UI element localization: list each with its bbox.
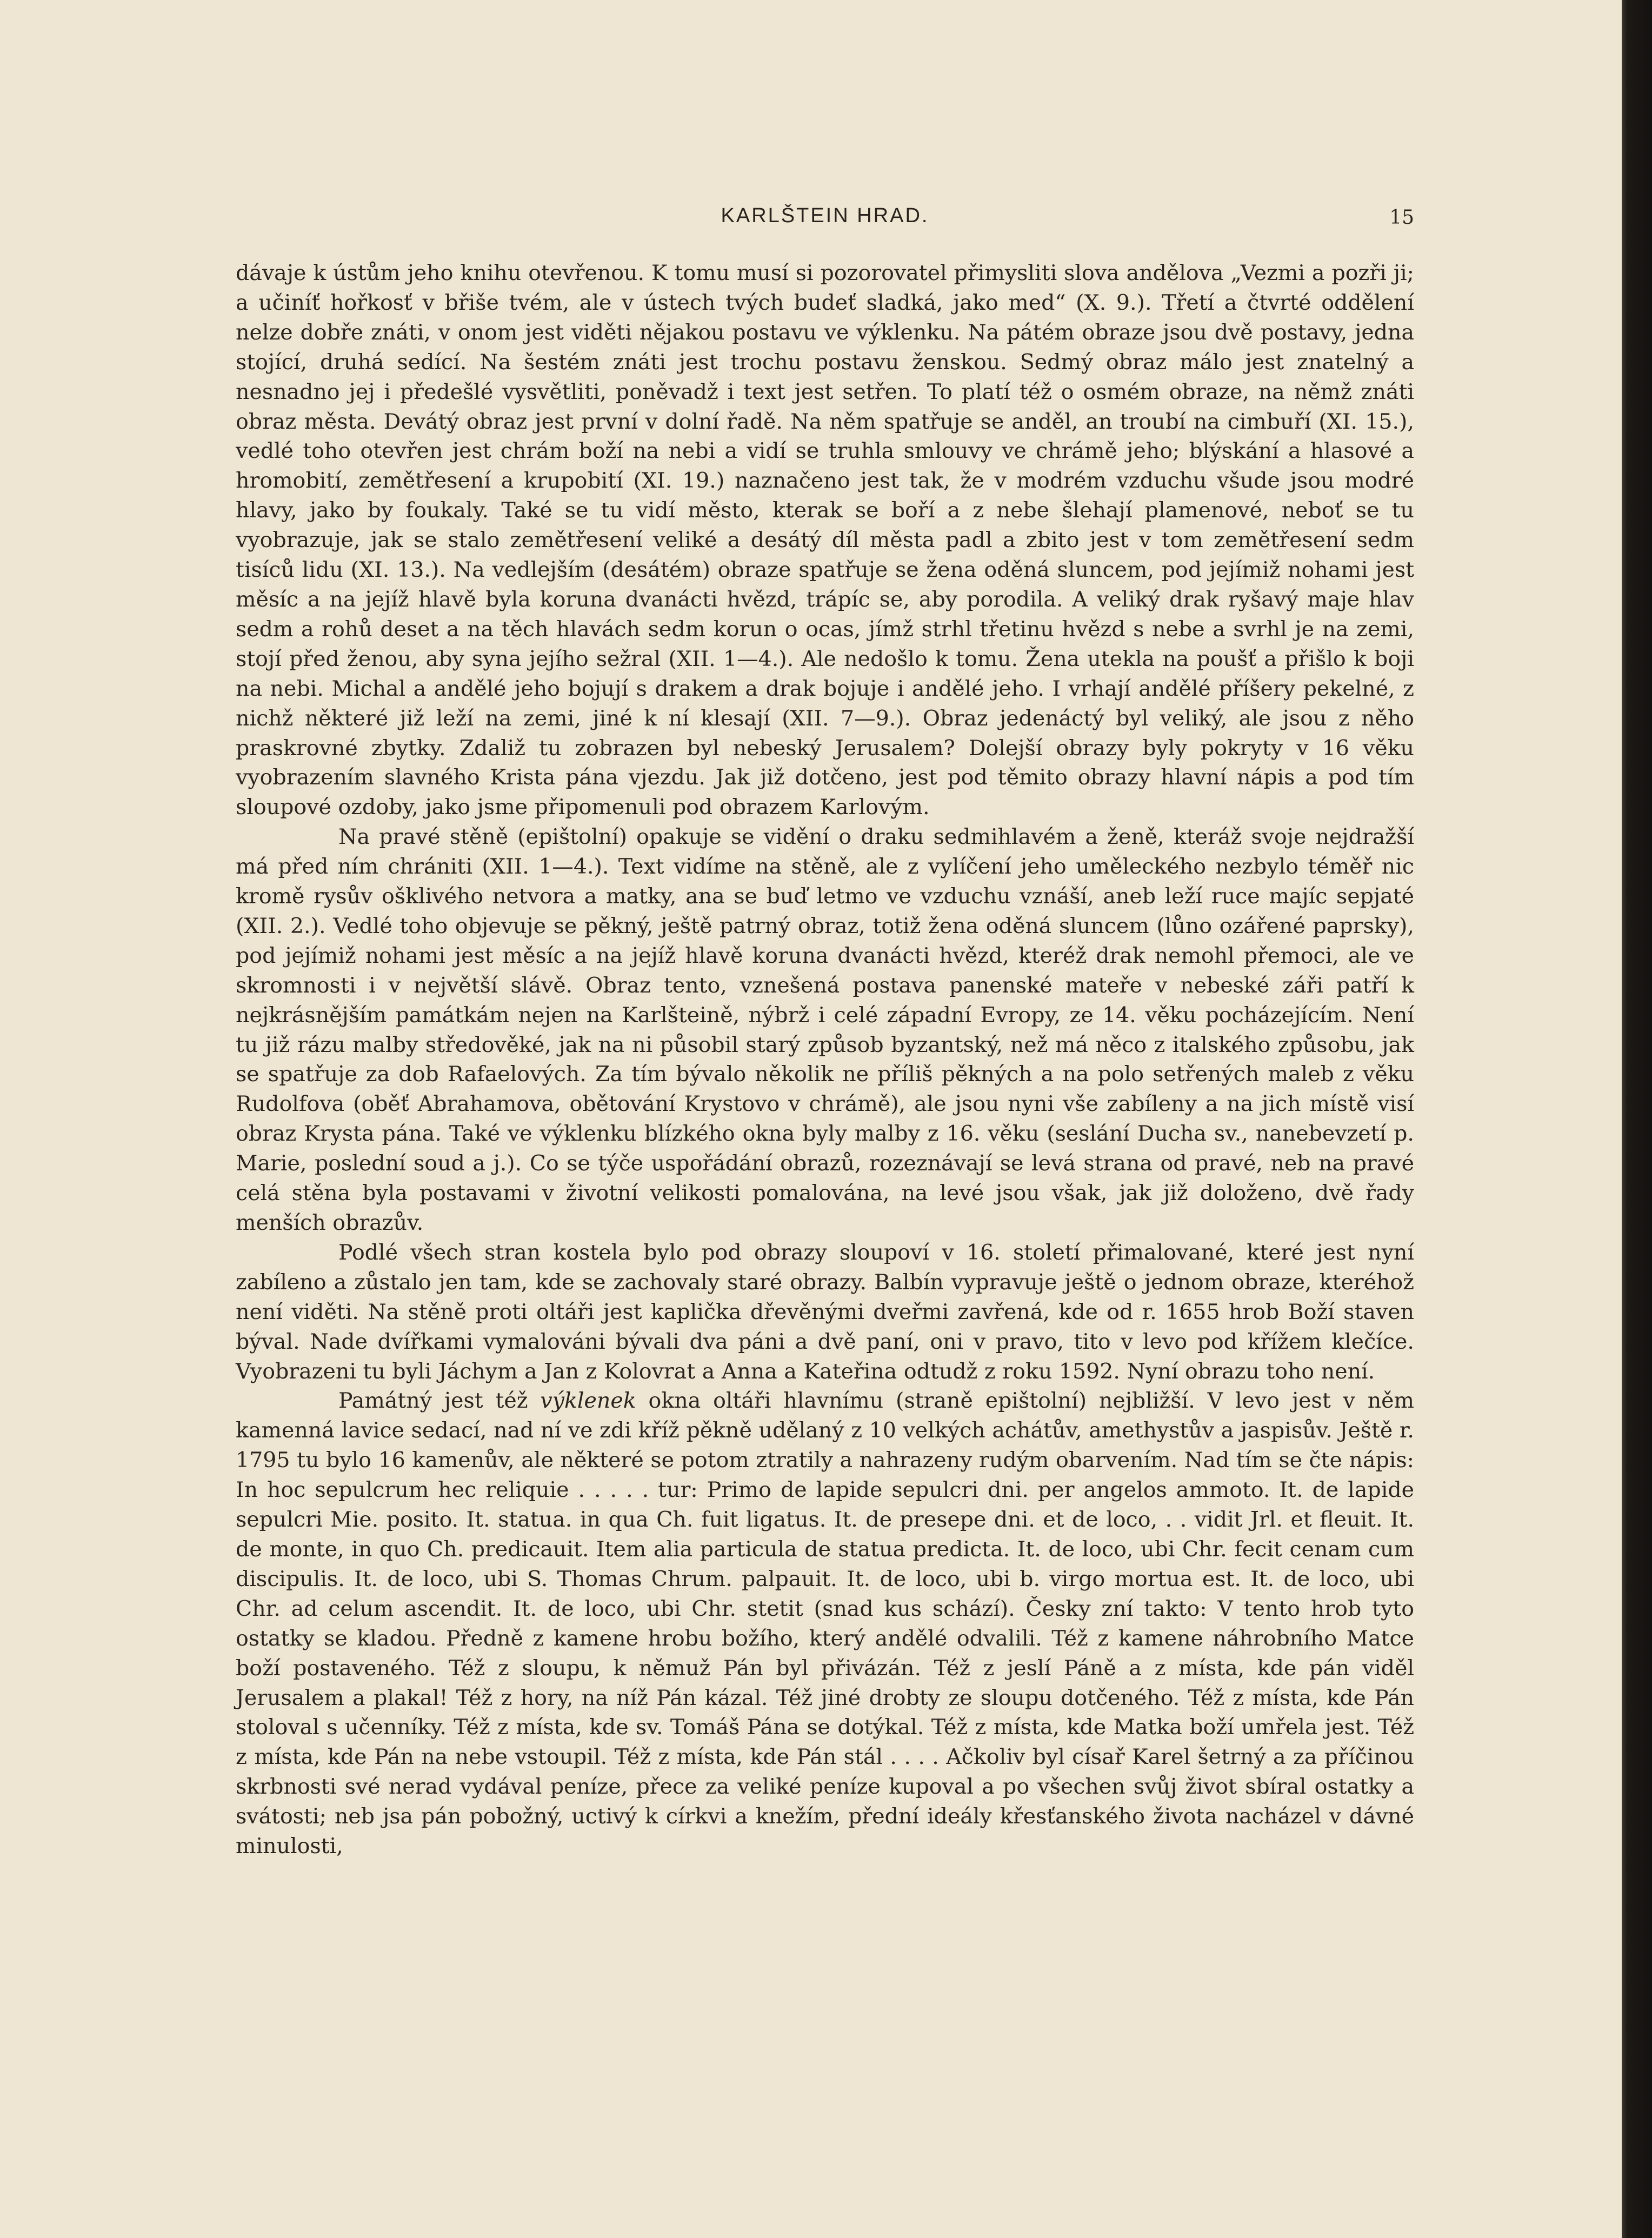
page-number: 15 bbox=[1389, 207, 1414, 229]
paragraph-4 bbox=[236, 1386, 1414, 1861]
running-title: KARLŠTEIN HRAD. bbox=[721, 204, 929, 227]
paragraph-2: Na pravé stěně (epištolní) opakuje se vidění o draku sedmihlavém a ženě, kteráž svoje nejdražší má před ním chrániti (XII. 1—4.). Text vidíme na stěně, ale z vylíčení jeho uměleckého nezbylo téměř nic kromě rysův ošklivého netvora a matky, ana se buď letmo ve vzduchu vznáší, aneb leží ruce majíc sepjaté (XII. 2.). Vedlé toho objevuje se pěkný, ještě patrný obraz, totiž žena oděná sluncem (lůno ozářené paprsky), pod jejímiž nohami jest měsíc a na jejíž hlavě koruna dvanácti hvězd, kteréž drak nemohl přemoci, ale ve skromnosti i v největší slávě. Obraz tento, vznešená postava panenské mateře v nebeské záři patří k nejkrásnějším památkám nejen na Karlšteině, nýbrž i celé západní Evropy, ze 14. věku pocházejícím. Není tu již rázu malby středověké, jak na ni působil starý způsob byzantský, než má něco z italského způsobu, jak se spatřuje za dob Rafaelových. Za tím bývalo několik ne příliš pěkných a na polo setřených maleb z věku Rudolfova (oběť Abrahamova, obětování Krystovo v chrámě), ale jsou nyni vše zabíleny a na jich místě visí obraz Krysta pána. Také ve výklenku blízkého okna byly malby z 16. věku (seslání Ducha sv., nanebevzetí p. Marie, poslední soud a j.). Co se týče uspořádání obrazů, rozeznávají se levá strana od pravé, neb na pravé celá stěna byla postavami v životní velikosti pomalována, na levé jsou však, jak již doloženo, dvě řady menších obrazův. bbox=[236, 824, 1414, 1235]
paragraph-4-rest: okna oltáři hlavnímu (straně epištolní) nejbližší. V levo jest v něm kamenná lavice sedací, nad ní ve zdi kříž pěkně udělaný z 10 velkých achátův, amethystův a jaspisův. Ještě r. 1795 tu bylo 16 kamenův, ale některé se potom ztratily a nahrazeny rudým obarvením. Nad tím se čte nápis: In hoc sepulcrum hec reliquie . . . . . tur: Primo de lapide sepulcri dni. per angelos ammoto. It. de lapide sepulcri Mie. posito. It. statua. in qua Ch. fuit ligatus. It. de presepe dni. et de loco, . . vidit Jrl. et fleuit. It. de monte, in quo Ch. predicauit. Item alia particula de statua predicta. It. de loco, ubi Chr. fecit cenam cum discipulis. It. de loco, ubi S. Thomas Chrum. palpauit. It. de loco, ubi b. virgo mortua est. It. de loco, ubi Chr. ad celum ascendit. It. de loco, ubi Chr. stetit (snad kus schází). Česky zní takto: V tento hrob tyto ostatky se kladou. Předně z kamene hrobu božího, který andělé odvalili. Též z kamene náhrobního Matce boží postaveného. Též z sloupu, k němuž Pán byl přivázán. Též z jeslí Páně a z místa, kde pán viděl Jerusalem a plakal! Též z hory, na níž Pán kázal. Též jiné drobty ze sloupu dotčeného. Též z místa, kde Pán stoloval s učenníky. Též z místa, kde sv. Tomáš Pána se dotýkal. Též z místa, kde Matka boží umřela jest. Též z místa, kde Pán na nebe vstoupil. Též z místa, kde Pán stál . . . . Ačkoliv byl císař Karel šetrný a za příčinou skrbnosti své nerad vydával peníze, přece za veliké peníze kupoval a po všechen svůj život sbíral ostatky a svátosti; neb jsa pán pobožný, uctivý k církvi a knežím, přední ideály křesťanského života nacházel v dávné minulosti, bbox=[236, 1388, 1414, 1859]
paragraph-4-emphasis: výklenek bbox=[540, 1388, 636, 1414]
body-text bbox=[236, 258, 1414, 1861]
paragraph-4-start: Památný jest též bbox=[338, 1388, 541, 1414]
paragraph-3: Podlé všech stran kostela bylo pod obrazy sloupoví v 16. století přimalované, které jest nyní zabíleno a zůstalo jen tam, kde se zachovaly staré obrazy. Balbín vypravuje ještě o jednom obraze, kteréhož není viděti. Na stěně proti oltáři jest kaplička dřevěnými dveřmi zavřená, kde od r. 1655 hrob Boží staven býval. Nade dvířkami vymalováni bývali dva páni a dvě paní, oni v pravo, tito v levo pod křížem klečíce. Vyobrazeni tu byli Jáchym a Jan z Kolovrat a Anna a Kateřina odtudž z roku 1592. Nyní obrazu toho není. bbox=[236, 1240, 1414, 1384]
page-header bbox=[236, 204, 1414, 237]
paragraph-1: dávaje k ústům jeho knihu otevřenou. K tomu musí si pozorovatel přimysliti slova andělova „Vezmi a pozři ji; a učiníť hořkosť v břiše tvém, ale v ústech tvých budeť sladká, jako med“ (X. 9.). Třetí a čtvrté oddělení nelze dobře znáti, v onom jest viděti nějakou postavu ve výklenku. Na pátém obraze jsou dvě postavy, jedna stojící, druhá sedící. Na šestém znáti jest trochu postavu ženskou. Sedmý obraz málo jest znatelný a nesnadno jej i předešlé vysvětliti, poněvadž i text jest setřen. To platí též o osmém obraze, na němž znáti obraz města. Devátý obraz jest první v dolní řadě. Na něm spatřuje se anděl, an troubí na cimbuří (XI. 15.), vedlé toho otevřen jest chrám boží na nebi a vidí se truhla smlouvy ve chrámě jeho; blýskání a hlasové a hromobití, zemětřesení a krupobití (XI. 19.) naznačeno jest tak, že v modrém vzduchu všude jsou modré hlavy, jako by foukaly. Také se tu vidí město, kterak se boří a z nebe šlehají plamenové, neboť se tu vyobrazuje, jak se stalo zemětřesení veliké a desátý díl města padl a zbito jest v tom zemětřesení sedm tisíců lidu (XI. 13.). Na vedlejším (desátém) obraze spatřuje se žena oděná sluncem, pod jejímiž nohami jest měsíc a na jejíž hlavě byla koruna dvanácti hvězd, trápíc se, aby porodila. A veliký drak ryšavý maje hlav sedm a rohů deset a na těch hlavách sedm korun o ocas, jímž strhl třetinu hvězd s nebe a svrhl je na zemi, stojí před ženou, aby syna jejího sežral (XII. 1—4.). Ale nedošlo k tomu. Žena utekla na poušť a přišlo k boji na nebi. Michal a andělé jeho bojují s drakem a drak bojuje i andělé jeho. I vrhají andělé příšery pekelné, z nichž některé již leží na zemi, jiné k ní klesají (XII. 7—9.). Obraz jedenáctý byl veliký, ale jsou z něho praskrovné zbytky. Zdaliž tu zobrazen byl nebeský Jerusalem? Dolejší obrazy byly pokryty v 16 věku vyobrazením slavného Krista pána vjezdu. Jak již dotčeno, jest pod těmito obrazy hlavní nápis a pod tím sloupové ozdoby, jako jsme připomenuli pod obrazem Karlovým. bbox=[236, 261, 1414, 820]
book-binding-edge bbox=[1622, 0, 1652, 2238]
